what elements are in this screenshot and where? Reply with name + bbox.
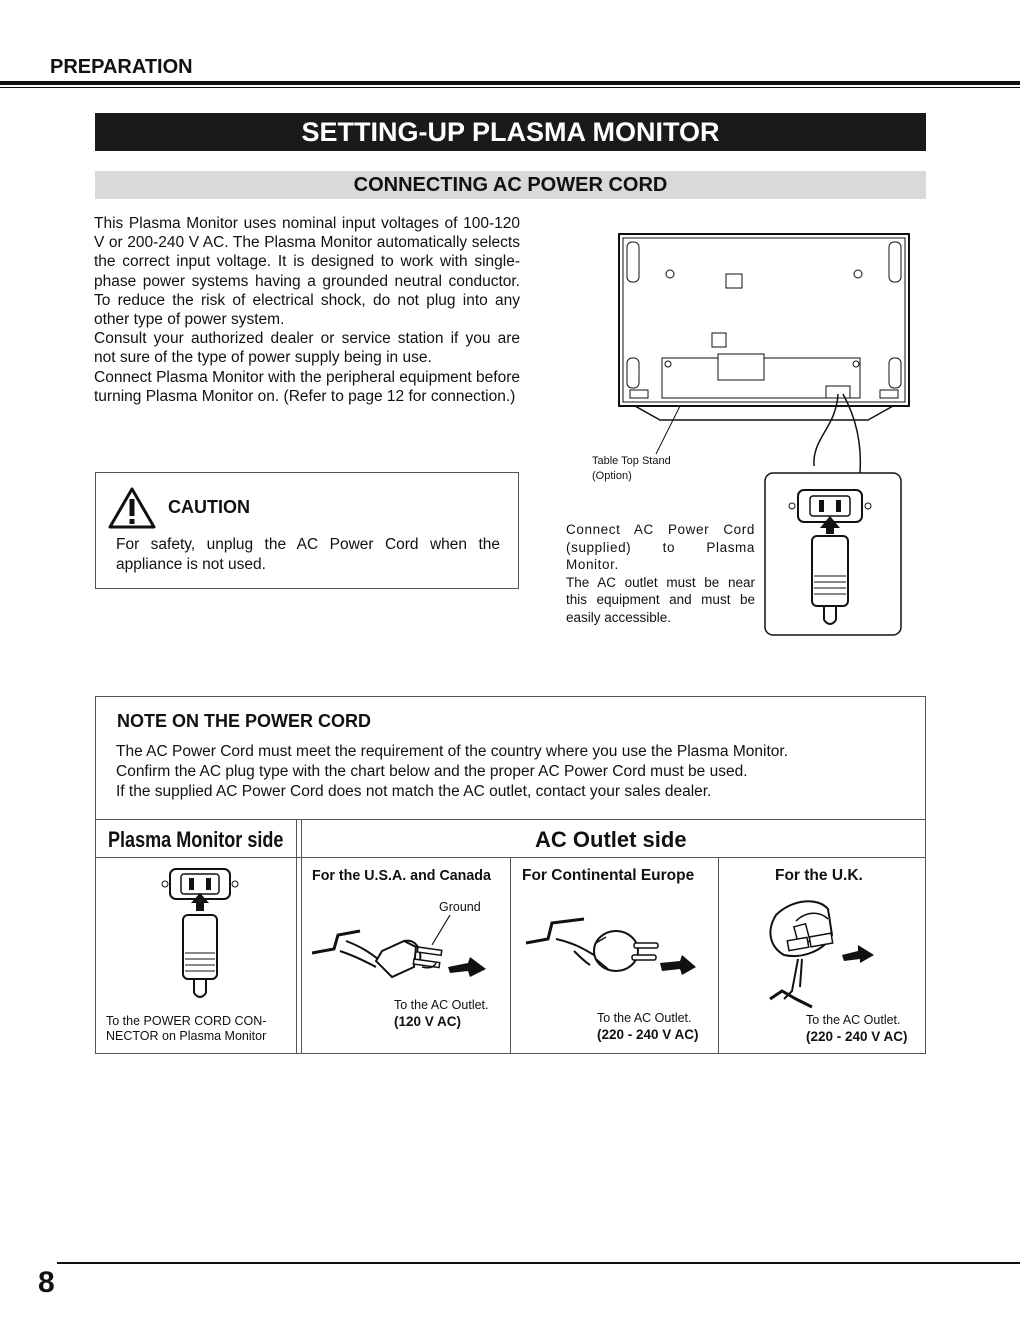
stand-label-line-2: (Option) (592, 470, 632, 482)
uk-header: For the U.K. (775, 867, 863, 884)
usa-voltage: (120 V AC) (394, 1014, 462, 1029)
plasma-monitor-side-header: Plasma Monitor side (108, 827, 284, 852)
power-connector-detail-icon (764, 472, 904, 636)
table-divider-col-2 (510, 857, 511, 1053)
note-line-2: Confirm the AC plug type with the chart below and the proper AC Power Cord must be used. (116, 763, 748, 780)
uk-voltage: (220 - 240 V AC) (806, 1029, 908, 1044)
header-rule (0, 81, 1020, 85)
page-title: SETTING-UP PLASMA MONITOR (95, 113, 926, 151)
table-divider-double-1 (296, 819, 297, 1053)
caution-text: For safety, unplug the AC Power Cord when the appliance is not used. (116, 536, 500, 573)
monitor-connector-icon (156, 865, 246, 1005)
section-label: PREPARATION (50, 56, 193, 78)
ac-outlet-side-header: AC Outlet side (535, 827, 687, 852)
usa-plug-icon (310, 911, 500, 991)
table-top-rule (96, 819, 925, 820)
usa-caption: To the AC Outlet. (394, 998, 489, 1012)
table-divider-col-3 (718, 857, 719, 1053)
connect-instructions (566, 521, 755, 626)
warning-icon (108, 487, 156, 529)
stand-label-line-1: Table Top Stand (592, 455, 671, 467)
uk-caption: To the AC Outlet. (806, 1013, 901, 1027)
header-rule-thin (0, 87, 1020, 88)
europe-plug-icon (524, 913, 704, 993)
footer-rule (57, 1262, 1020, 1264)
monitor-connector-caption (106, 1014, 266, 1044)
page-number: 8 (38, 1266, 55, 1299)
note-line-1: The AC Power Cord must meet the requirement of the country where you use the Plasma Monitor. (116, 743, 788, 760)
continental-europe-header: For Continental Europe (522, 867, 695, 884)
connect-text-2: The AC outlet must be near this equipment and must be easily accessible. (566, 574, 755, 625)
intro-text (94, 214, 520, 406)
usa-canada-header: For the U.S.A. and Canada (312, 867, 491, 884)
europe-caption: To the AC Outlet. (597, 1011, 692, 1025)
table-divider-double-2 (301, 819, 302, 1053)
connect-text-1: Connect AC Power Cord (supplied) to Plasma Monitor. (566, 522, 755, 572)
monitor-caption-line-1: To the POWER CORD CON- (106, 1014, 267, 1028)
plasma-monitor-rear-illustration (560, 228, 920, 478)
note-title: NOTE ON THE POWER CORD (117, 711, 372, 731)
note-line-3: If the supplied AC Power Cord does not match the AC outlet, contact your sales dealer. (116, 783, 712, 800)
caution-box (95, 472, 519, 589)
power-cord-note-box (95, 696, 926, 1054)
intro-paragraph-3: Connect Plasma Monitor with the peripheral equipment before turning Plasma Monitor on. (Refer to page 12 for connection.) (94, 368, 520, 405)
intro-paragraph-1: This Plasma Monitor uses nominal input voltages of 100-120 V or 200-240 V AC. The Plasma Monitor automatically selects the correct input voltage. It is designed to work with single-phase power systems having a grounded neutral conductor. To reduce the risk of electrical shock, do not plug into any other type of power system. (94, 215, 520, 329)
caution-title: CAUTION (168, 497, 250, 517)
table-top-stand-label (592, 454, 671, 484)
ground-label: Ground (439, 900, 481, 914)
intro-paragraph-2: Consult your authorized dealer or service station if you are not sure of the type of power supply being in use. (94, 330, 520, 367)
europe-voltage: (220 - 240 V AC) (597, 1027, 699, 1042)
uk-plug-icon (762, 895, 912, 1015)
section-subtitle: CONNECTING AC POWER CORD (95, 171, 926, 199)
note-text (116, 742, 788, 802)
monitor-caption-line-2: NECTOR on Plasma Monitor (106, 1029, 267, 1043)
